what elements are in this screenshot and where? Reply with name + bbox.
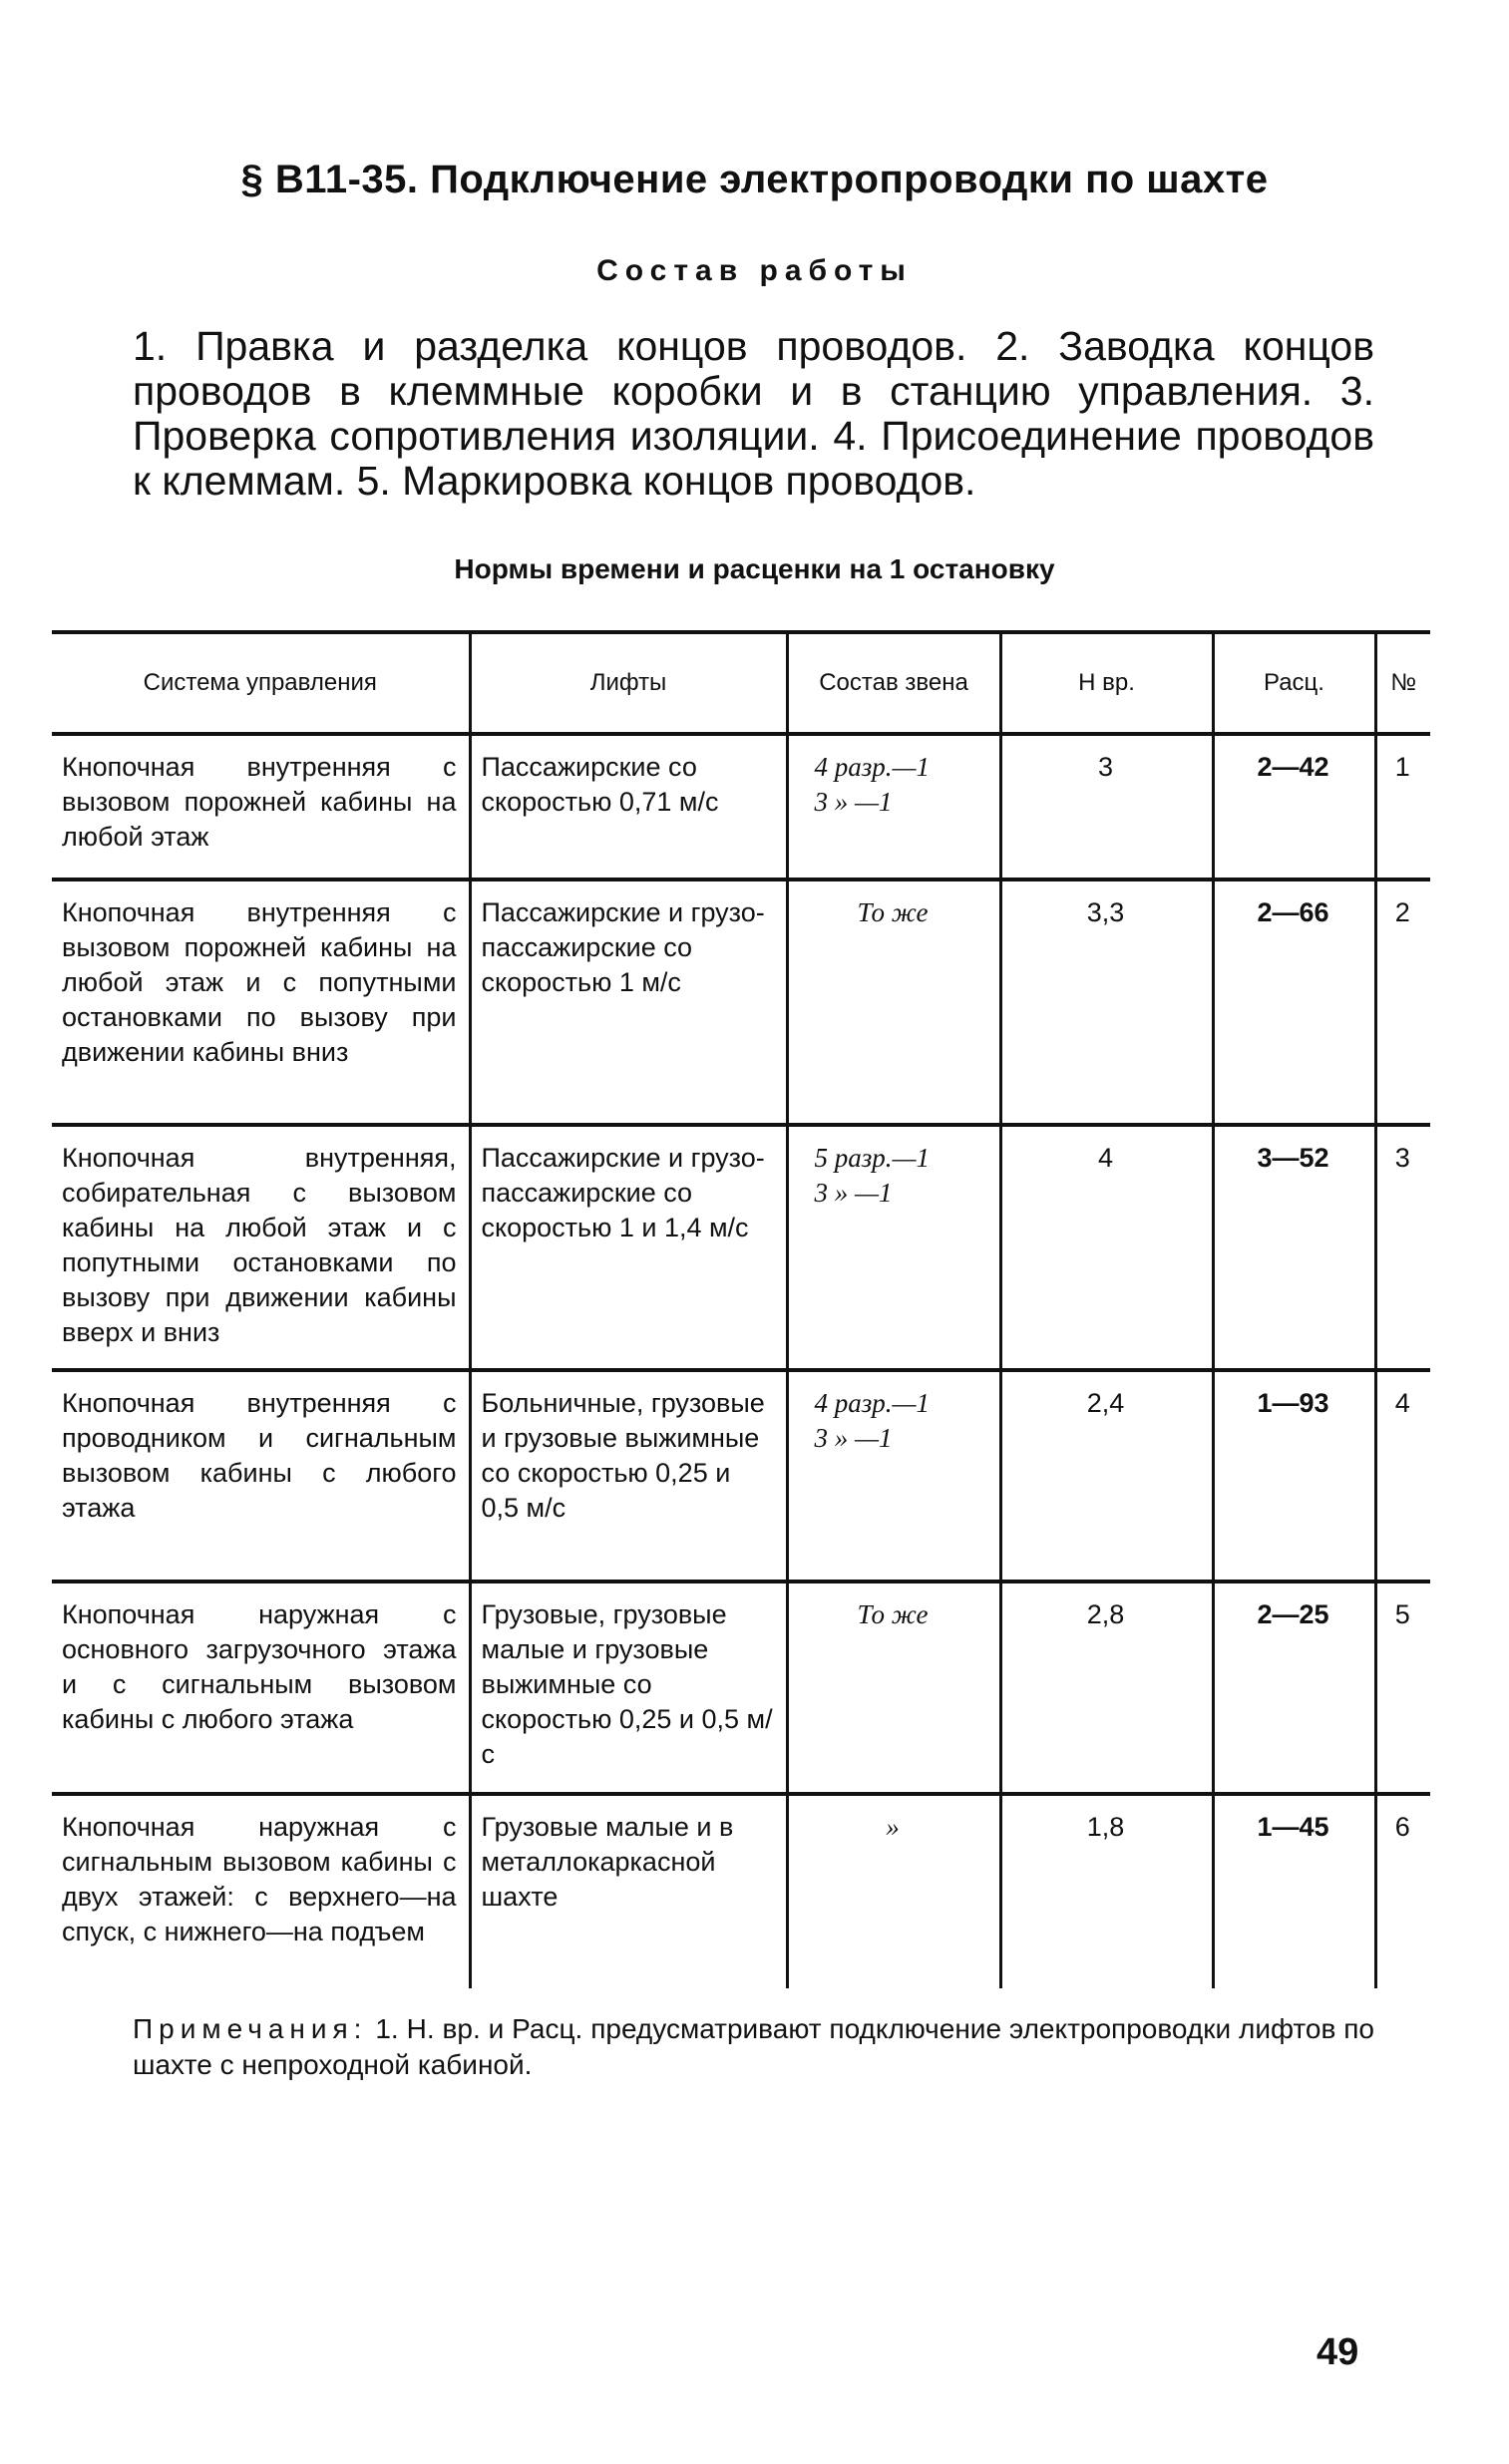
cell-control-system: Кнопочная внутренняя, собирательная с вызовом кабины на любой этаж и с попутными остановками по вызову при движении кабины вверх и вниз	[52, 1125, 470, 1370]
cell-crew	[787, 1370, 1000, 1582]
crew-line: 4 разр.—1	[814, 1388, 931, 1418]
cell-number: 4	[1375, 1370, 1430, 1582]
crew-line: То же	[857, 1599, 929, 1629]
crew-line: 3 » —1	[814, 1423, 893, 1453]
cell-time-norm: 2,8	[1000, 1582, 1213, 1794]
cell-time-norm: 3,3	[1000, 880, 1213, 1125]
cell-lifts: Больничные, грузовые и грузовые выжимные со скоростью 0,25 и 0,5 м/с	[470, 1370, 787, 1582]
header-price: Расц.	[1213, 632, 1375, 734]
cell-time-norm: 1,8	[1000, 1794, 1213, 1988]
cell-time-norm: 2,4	[1000, 1370, 1213, 1582]
cell-number: 2	[1375, 880, 1430, 1125]
cell-lifts: Грузовые малые и в металлокаркасной шахте	[470, 1794, 787, 1988]
crew-line: 3 » —1	[814, 787, 893, 817]
table-row	[52, 1370, 1430, 1582]
header-lifts: Лифты	[470, 632, 787, 734]
crew-line: 5 разр.—1	[814, 1143, 931, 1173]
cell-lifts: Грузовые, грузовые малые и грузовые выжимные со скоростью 0,25 и 0,5 м/с	[470, 1582, 787, 1794]
header-time-norm: Н вр.	[1000, 632, 1213, 734]
cell-control-system: Кнопочная внутренняя с вызовом порожней кабины на любой этаж и с попутными остановками по вызову при движении кабины вниз	[52, 880, 470, 1125]
section-title: § В11-35. Подключение электропроводки по шахте	[240, 158, 1269, 201]
cell-price: 1—45	[1213, 1794, 1375, 1988]
work-composition-text: 1. Правка и разделка концов проводов. 2. Заводка концов проводов в клеммные коробки и в станцию управления. 3. Проверка сопротивления изоляции. 4. Присоединение проводов к клеммам. 5. Маркировка концов проводов.	[133, 323, 1374, 504]
cell-number: 6	[1394, 1812, 1410, 1842]
crew-line: 3 » —1	[814, 1178, 893, 1208]
header-control-system: Система управления	[52, 632, 470, 734]
cell-lifts: Пассажирские и грузо-пассажирские со скоростью 1 м/с	[470, 880, 787, 1125]
cell-control-system: Кнопочная внутренняя с вызовом порожней кабины на любой этаж	[52, 734, 470, 880]
norms-table	[52, 630, 1430, 1988]
cell-lifts: Пассажирские и грузо-пассажирские со скоростью 1 и 1,4 м/с	[470, 1125, 787, 1370]
table-row	[52, 880, 1430, 1125]
crew-line: »	[886, 1812, 900, 1842]
table-title: Нормы времени и расценки на 1 остановку	[454, 553, 1055, 584]
cell-price: 3—52	[1213, 1125, 1375, 1370]
cell-price: 2—42	[1213, 734, 1375, 880]
cell-number: 5	[1375, 1582, 1430, 1794]
cell-time-norm: 4	[1000, 1125, 1213, 1370]
table-header-row	[52, 632, 1430, 734]
page-number: 49	[1317, 2331, 1359, 2373]
cell-control-system: Кнопочная внутренняя с проводником и сигнальным вызовом кабины с любого этажа	[52, 1370, 470, 1582]
notes-label: Примечания:	[133, 2013, 368, 2044]
cell-crew	[787, 1125, 1000, 1370]
notes-text: 1. Н. вр. и Расц. предусматривают подключение электропроводки лифтов по шахте с непроходной кабиной.	[133, 2013, 1374, 2080]
cell-crew	[787, 1582, 1000, 1794]
cell-number: 1	[1375, 734, 1430, 880]
cell-number: 3	[1375, 1125, 1430, 1370]
notes	[133, 2011, 1374, 2083]
header-number: №	[1375, 632, 1430, 734]
table-row	[52, 1125, 1430, 1370]
cell-crew	[787, 734, 1000, 880]
cell-crew	[787, 1794, 1000, 1988]
table-row	[52, 734, 1430, 880]
cell-time-norm: 3	[1000, 734, 1213, 880]
cell-price: 2—25	[1213, 1582, 1375, 1794]
table-row	[52, 1582, 1430, 1794]
cell-price: 1—93	[1213, 1370, 1375, 1582]
cell-control-system: Кнопочная наружная с основного загрузочного этажа и с сигнальным вызовом кабины с любого этажа	[52, 1582, 470, 1794]
cell-price: 2—66	[1213, 880, 1375, 1125]
cell-lifts: Пассажирские со скоростью 0,71 м/с	[470, 734, 787, 880]
crew-line: 4 разр.—1	[814, 752, 931, 782]
crew-line: То же	[857, 897, 929, 927]
work-composition-heading: Состав работы	[596, 254, 913, 287]
cell-control-system: Кнопочная наружная с сигнальным вызовом кабины с двух этажей: с верхнего—на спуск, с нижнего—на подъем	[52, 1794, 470, 1988]
table-row	[52, 1794, 1430, 1988]
header-crew: Состав звена	[787, 632, 1000, 734]
cell-crew	[787, 880, 1000, 1125]
